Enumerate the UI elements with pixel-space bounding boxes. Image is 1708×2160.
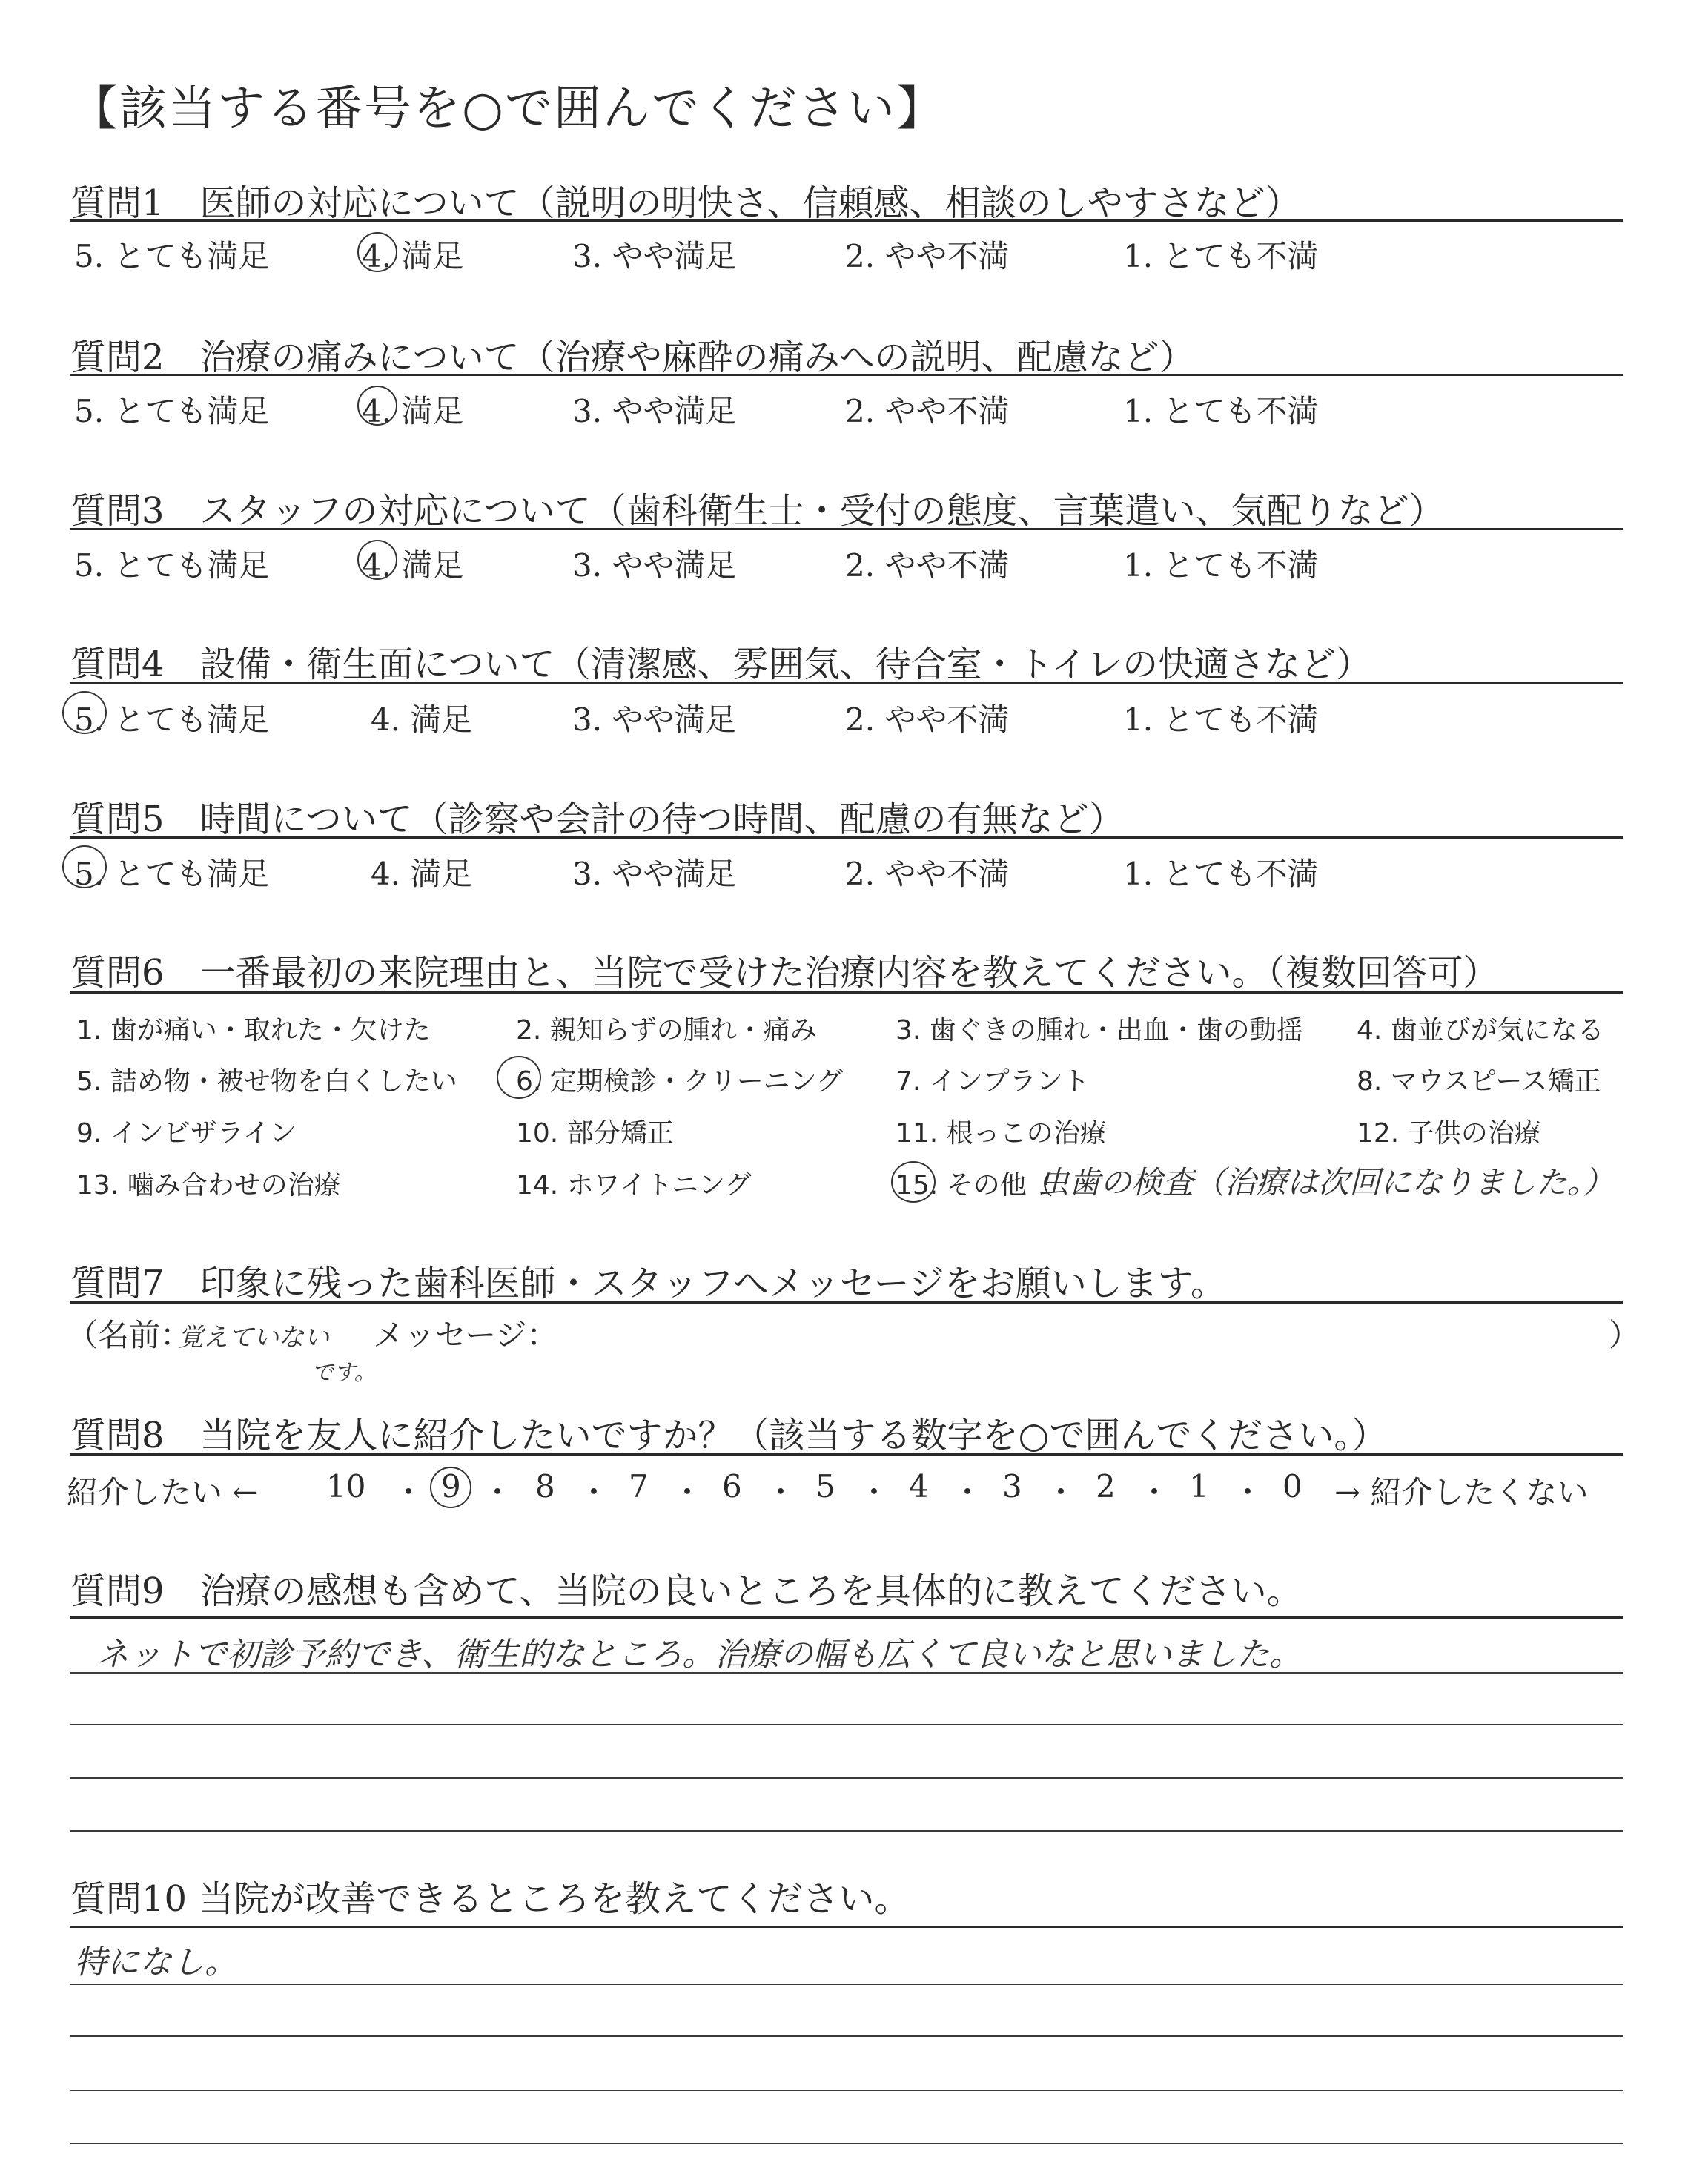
q4-option-3[interactable]: 3. やや満足 <box>572 701 737 738</box>
q8-dot: ・ <box>952 1474 984 1510</box>
q8-dot: ・ <box>1139 1474 1171 1510</box>
q2-underline <box>70 374 1623 376</box>
q8-dot: ・ <box>1232 1474 1264 1510</box>
q6-option-9[interactable]: 9. インビザライン <box>76 1118 297 1149</box>
q8-num-0[interactable]: 0 <box>1282 1468 1302 1505</box>
q8-dot: ・ <box>765 1474 797 1510</box>
q4-heading: 質問4 設備・衛生面について（清潔感、雰囲気、待合室・トイレの快適さなど） <box>70 644 1372 685</box>
q6-option-6[interactable]: 6. 定期検診・クリーニング <box>516 1066 844 1097</box>
q1-option-3[interactable]: 3. やや満足 <box>572 238 737 274</box>
q6-heading: 質問6 一番最初の来院理由と、当院で受けた治療内容を教えてください。（複数回答可） <box>70 952 1499 994</box>
q5-option-4[interactable]: 4. 満足 <box>371 856 473 892</box>
q8-num-6[interactable]: 6 <box>722 1468 742 1505</box>
q8-num-4[interactable]: 4 <box>909 1468 929 1505</box>
q3-option-4[interactable]: 4. 満足 <box>362 547 464 584</box>
q4-selected-circle <box>62 691 107 734</box>
q5-heading: 質問5 時間について（診察や会計の待つ時間、配慮の有無など） <box>70 799 1125 840</box>
q2-selected-circle <box>357 386 397 426</box>
q8-num-5[interactable]: 5 <box>815 1468 835 1505</box>
q7-heading: 質問7 印象に残った歯科医師・スタッフへメッセージをお願いします。 <box>70 1263 1226 1304</box>
q6-option-5[interactable]: 5. 詰め物・被せ物を白くしたい <box>76 1066 457 1097</box>
q6-option-4[interactable]: 4. 歯並びが気になる <box>1357 1015 1604 1046</box>
q5-underline <box>70 836 1623 839</box>
q5-option-3[interactable]: 3. やや満足 <box>572 856 737 892</box>
q6-option-10[interactable]: 10. 部分矯正 <box>516 1118 674 1149</box>
q2-option-5[interactable]: 5. とても満足 <box>74 393 270 429</box>
q7-underline <box>70 1301 1623 1304</box>
q6-option-12[interactable]: 12. 子供の治療 <box>1357 1118 1541 1149</box>
q8-num-8[interactable]: 8 <box>535 1468 555 1505</box>
q8-left-label: 紹介したい ← <box>67 1474 259 1510</box>
q8-dot: ・ <box>393 1474 425 1510</box>
q8-dot: ・ <box>672 1474 704 1510</box>
q2-option-3[interactable]: 3. やや満足 <box>572 393 737 429</box>
q1-option-5[interactable]: 5. とても満足 <box>74 238 270 274</box>
q8-num-3[interactable]: 3 <box>1002 1468 1022 1505</box>
q6-option-2[interactable]: 2. 親知らずの腫れ・痛み <box>516 1015 817 1046</box>
q6-option-1[interactable]: 1. 歯が痛い・取れた・欠けた <box>76 1015 431 1046</box>
q6-underline <box>70 991 1623 994</box>
q10-underline <box>70 1926 1623 1928</box>
q6-option-13[interactable]: 13. 噛み合わせの治療 <box>76 1170 341 1200</box>
q1-underline <box>70 219 1623 222</box>
q8-num-7[interactable]: 7 <box>629 1468 649 1505</box>
q1-heading: 質問1 医師の対応について（説明の明快さ、信頼感、相談のしやすさなど） <box>70 182 1301 224</box>
q7-message-label: メッセージ： <box>373 1317 558 1353</box>
q9-write-line <box>70 1830 1623 1832</box>
q9-write-line <box>70 1672 1623 1674</box>
q4-option-1[interactable]: 1. とても不満 <box>1123 701 1319 738</box>
q6-option-3[interactable]: 3. 歯ぐきの腫れ・出血・歯の動揺 <box>896 1015 1303 1046</box>
q9-heading: 質問9 治療の感想も含めて、当院の良いところを具体的に教えてください。 <box>70 1571 1302 1612</box>
q5-option-2[interactable]: 2. やや不満 <box>845 856 1010 892</box>
q3-option-1[interactable]: 1. とても不満 <box>1123 547 1319 584</box>
q8-dot: ・ <box>858 1474 890 1510</box>
q8-right-label: → 紹介したくない <box>1334 1474 1589 1510</box>
q6-option-8[interactable]: 8. マウスピース矯正 <box>1357 1066 1601 1097</box>
q8-selected-circle <box>430 1467 471 1508</box>
q2-option-2[interactable]: 2. やや不満 <box>845 393 1010 429</box>
q10-write-line <box>70 2143 1623 2144</box>
q7-name-handwritten-2: です。 <box>311 1360 377 1386</box>
q8-heading: 質問8 当院を友人に紹介したいですか？（該当する数字を○で囲んでください。） <box>70 1415 1388 1456</box>
q3-underline <box>70 528 1623 530</box>
q10-heading: 質問10 当院が改善できるところを教えてください。 <box>70 1878 910 1920</box>
q10-answer-handwritten: 特になし。 <box>74 1943 237 1981</box>
q9-underline <box>70 1616 1623 1619</box>
q8-num-1[interactable]: 1 <box>1189 1468 1209 1505</box>
q10-write-line <box>70 2090 1623 2091</box>
q10-write-line <box>70 1984 1623 1985</box>
q7-name-label: （名前： <box>67 1317 192 1353</box>
q7-name-handwritten: 覚えていない <box>178 1323 329 1353</box>
q8-underline <box>70 1453 1623 1456</box>
q3-option-3[interactable]: 3. やや満足 <box>572 547 737 584</box>
q6-selected-circle-6 <box>497 1056 541 1099</box>
q8-num-10[interactable]: 10 <box>326 1468 366 1505</box>
q6-selected-circle-15 <box>891 1161 936 1203</box>
q5-selected-circle <box>62 845 107 888</box>
form-title: 【該当する番号を○で囲んでください】 <box>70 82 945 136</box>
q3-selected-circle <box>357 540 397 580</box>
q8-dot: ・ <box>1045 1474 1077 1510</box>
q4-option-4[interactable]: 4. 満足 <box>371 701 473 738</box>
q6-option-11[interactable]: 11. 根っこの治療 <box>896 1118 1107 1149</box>
q4-option-5[interactable]: 5. とても満足 <box>74 701 270 738</box>
q7-close-paren: ） <box>1609 1317 1641 1353</box>
q3-heading: 質問3 スタッフの対応について（歯科衛生士・受付の態度、言葉遣い、気配りなど） <box>70 490 1445 532</box>
q4-underline <box>70 682 1623 684</box>
q1-option-4[interactable]: 4. 満足 <box>362 238 464 274</box>
q8-dot: ・ <box>578 1474 610 1510</box>
q6-option-15[interactable]: 15. その他（ <box>896 1170 1053 1200</box>
q3-option-2[interactable]: 2. やや不満 <box>845 547 1010 584</box>
q2-heading: 質問2 治療の痛みについて（治療や麻酔の痛みへの説明、配慮など） <box>70 337 1195 378</box>
q6-option-14[interactable]: 14. ホワイトニング <box>516 1170 752 1200</box>
q8-num-9[interactable]: 9 <box>441 1468 461 1505</box>
q1-option-1[interactable]: 1. とても不満 <box>1123 238 1319 274</box>
q8-dot: ・ <box>482 1474 514 1510</box>
q5-option-1[interactable]: 1. とても不満 <box>1123 856 1319 892</box>
q9-write-line <box>70 1777 1623 1779</box>
q10-write-line <box>70 2035 1623 2037</box>
q4-option-2[interactable]: 2. やや不満 <box>845 701 1010 738</box>
q3-option-5[interactable]: 5. とても満足 <box>74 547 270 584</box>
q1-option-2[interactable]: 2. やや不満 <box>845 238 1010 274</box>
q6-option-7[interactable]: 7. インプラント <box>896 1066 1090 1097</box>
q2-option-4[interactable]: 4. 満足 <box>362 393 464 429</box>
q8-num-2[interactable]: 2 <box>1096 1468 1116 1505</box>
q9-answer-handwritten: ネットで初診予約でき、衛生的なところ。治療の幅も広くて良いなと思いました。 <box>96 1636 1302 1674</box>
q6-other-handwritten: 虫歯の検査（治療は次回になりました。） <box>1038 1164 1615 1200</box>
q5-option-5[interactable]: 5. とても満足 <box>74 856 270 892</box>
q9-write-line <box>70 1724 1623 1725</box>
q2-option-1[interactable]: 1. とても不満 <box>1123 393 1319 429</box>
q1-selected-circle <box>357 232 397 272</box>
